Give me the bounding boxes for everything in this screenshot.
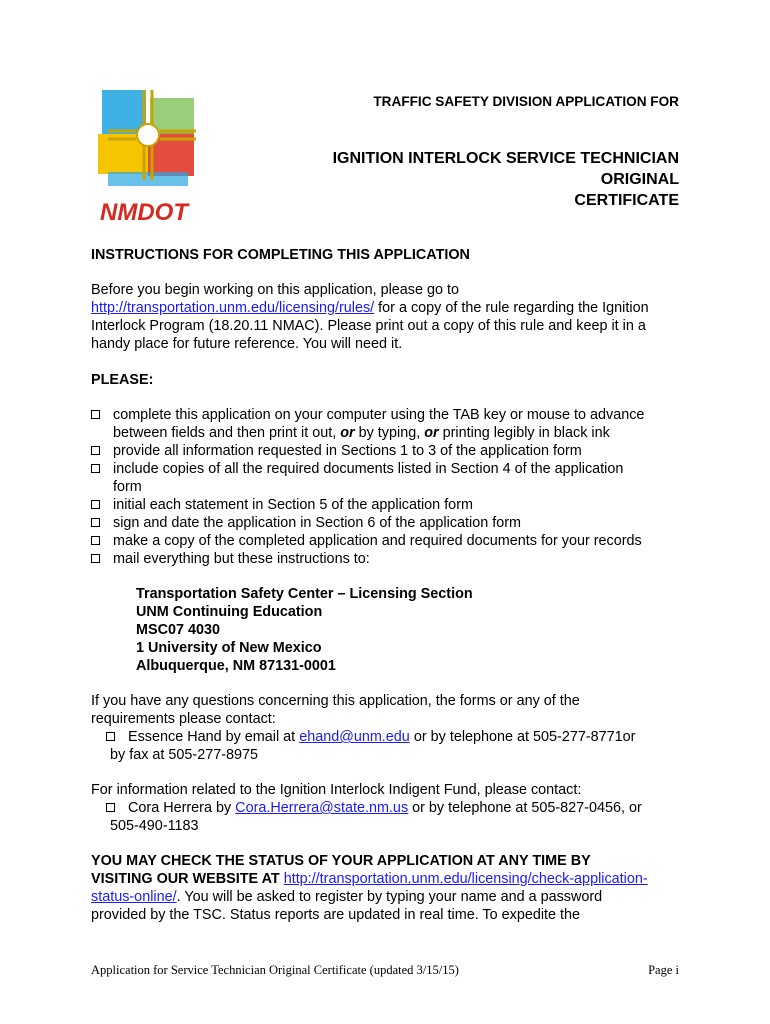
contact-phone-2: 505-490-1183 <box>110 818 199 834</box>
checklist-item <box>91 496 691 514</box>
fund-text: For information related to the Ignition Interlock Indigent Fund, please contact: <box>91 782 582 798</box>
logo-wordmark: NMDOT <box>100 199 188 226</box>
instructions-heading: INSTRUCTIONS FOR COMPLETING THIS APPLICATION <box>91 247 470 263</box>
checklist-item <box>91 442 691 460</box>
page-footer <box>91 963 679 978</box>
item-text: include copies of all the required documents listed in Section 4 of the application <box>113 461 624 477</box>
mailing-address <box>136 585 473 675</box>
emphasis-or: or <box>340 425 355 441</box>
intro-line-4: handy place for future reference. You will need it. <box>91 336 403 352</box>
page-number: Page i <box>648 963 679 977</box>
header-top-line: TRAFFIC SAFETY DIVISION APPLICATION FOR <box>373 94 679 109</box>
item-text: sign and date the application in Section 6 of the application form <box>113 515 522 531</box>
status-link-cont[interactable]: status-online/ <box>91 889 177 905</box>
email-link-cora[interactable]: Cora.Herrera@state.nm.us <box>235 800 409 816</box>
instructions-intro <box>91 281 691 353</box>
checkbox-icon <box>91 446 100 455</box>
checkbox-icon <box>91 518 100 527</box>
contact-cora-herrera <box>106 799 686 835</box>
status-bold-text: VISITING OUR WEBSITE AT <box>91 871 284 887</box>
contact-essence-hand <box>106 728 686 764</box>
title-line-3: CERTIFICATE <box>574 192 679 209</box>
checkbox-icon <box>91 536 100 545</box>
status-line-4: provided by the TSC. Status reports are updated in real time. To expedite the <box>91 907 581 923</box>
intro-after-link: for a copy of the rule regarding the Ignition <box>374 300 649 316</box>
item-text: complete this application on your computer using the TAB key or mouse to advance <box>113 407 645 423</box>
status-link[interactable]: http://transportation.unm.edu/licensing/check-application- <box>283 871 648 887</box>
item-text-part: by typing, <box>354 425 425 441</box>
questions-text <box>91 692 691 728</box>
item-text-part: between fields and then print it out, <box>113 425 341 441</box>
contact-phone: or by telephone at 505-827-0456, or <box>408 800 642 816</box>
address-line: 1 University of New Mexico <box>136 640 322 656</box>
checkbox-icon <box>91 554 100 563</box>
nmdot-logo <box>96 80 206 230</box>
contact-fax: by fax at 505-277-8975 <box>110 747 259 763</box>
rules-link[interactable]: http://transportation.unm.edu/licensing/rules/ <box>91 300 375 316</box>
checkbox-icon <box>91 464 100 473</box>
address-line: Transportation Safety Center – Licensing Section <box>136 586 473 602</box>
document-title <box>333 148 679 211</box>
status-line-1: YOU MAY CHECK THE STATUS OF YOUR APPLICATION AT ANY TIME BY <box>91 853 591 869</box>
item-text: initial each statement in Section 5 of the application form <box>113 497 473 513</box>
questions-line-1: If you have any questions concerning this application, the forms or any of the <box>91 693 580 709</box>
questions-line-2: requirements please contact: <box>91 711 276 727</box>
please-heading: PLEASE: <box>91 372 154 388</box>
intro-line-3: Interlock Program (18.20.11 NMAC). Please print out a copy of this rule and keep it in a <box>91 318 646 334</box>
item-text: mail everything but these instructions to: <box>113 551 370 567</box>
item-text: make a copy of the completed application and required documents for your records <box>113 533 642 549</box>
intro-line-2 <box>91 299 691 317</box>
title-line-2: ORIGINAL <box>600 171 679 188</box>
emphasis-or: or <box>424 425 439 441</box>
checkbox-icon <box>106 732 115 741</box>
checklist-item <box>91 406 691 442</box>
address-line: MSC07 4030 <box>136 622 220 638</box>
contact-text: Essence Hand by email at <box>128 729 300 745</box>
please-checklist <box>91 406 691 568</box>
checkbox-icon <box>91 500 100 509</box>
checklist-item <box>91 550 691 568</box>
checklist-item <box>91 460 691 496</box>
address-line: UNM Continuing Education <box>136 604 323 620</box>
contact-phone: or by telephone at 505-277-8771or <box>409 729 636 745</box>
item-text: provide all information requested in Sections 1 to 3 of the application form <box>113 443 582 459</box>
checklist-item <box>91 532 691 550</box>
checkbox-icon <box>106 803 115 812</box>
address-line: Albuquerque, NM 87131-0001 <box>136 658 336 674</box>
footer-title: Application for Service Technician Original Certificate (updated 3/15/15) <box>91 963 459 977</box>
item-text-line2 <box>113 424 691 442</box>
status-line-2 <box>91 870 691 888</box>
checkbox-icon <box>91 410 100 419</box>
email-link-ehand[interactable]: ehand@unm.edu <box>299 729 410 745</box>
contact-item <box>106 728 686 746</box>
contact-text: Cora Herrera by <box>128 800 236 816</box>
contact-item <box>106 799 686 817</box>
checklist-item <box>91 514 691 532</box>
status-section <box>91 852 691 924</box>
item-text-line2: form <box>113 479 142 495</box>
title-line-1: IGNITION INTERLOCK SERVICE TECHNICIAN <box>332 150 679 167</box>
status-after-link: . You will be asked to register by typing your name and a password <box>176 889 603 905</box>
item-text-part: printing legibly in black ink <box>438 425 610 441</box>
intro-line-1: Before you begin working on this application, please go to <box>91 282 460 298</box>
status-line-3 <box>91 888 691 906</box>
